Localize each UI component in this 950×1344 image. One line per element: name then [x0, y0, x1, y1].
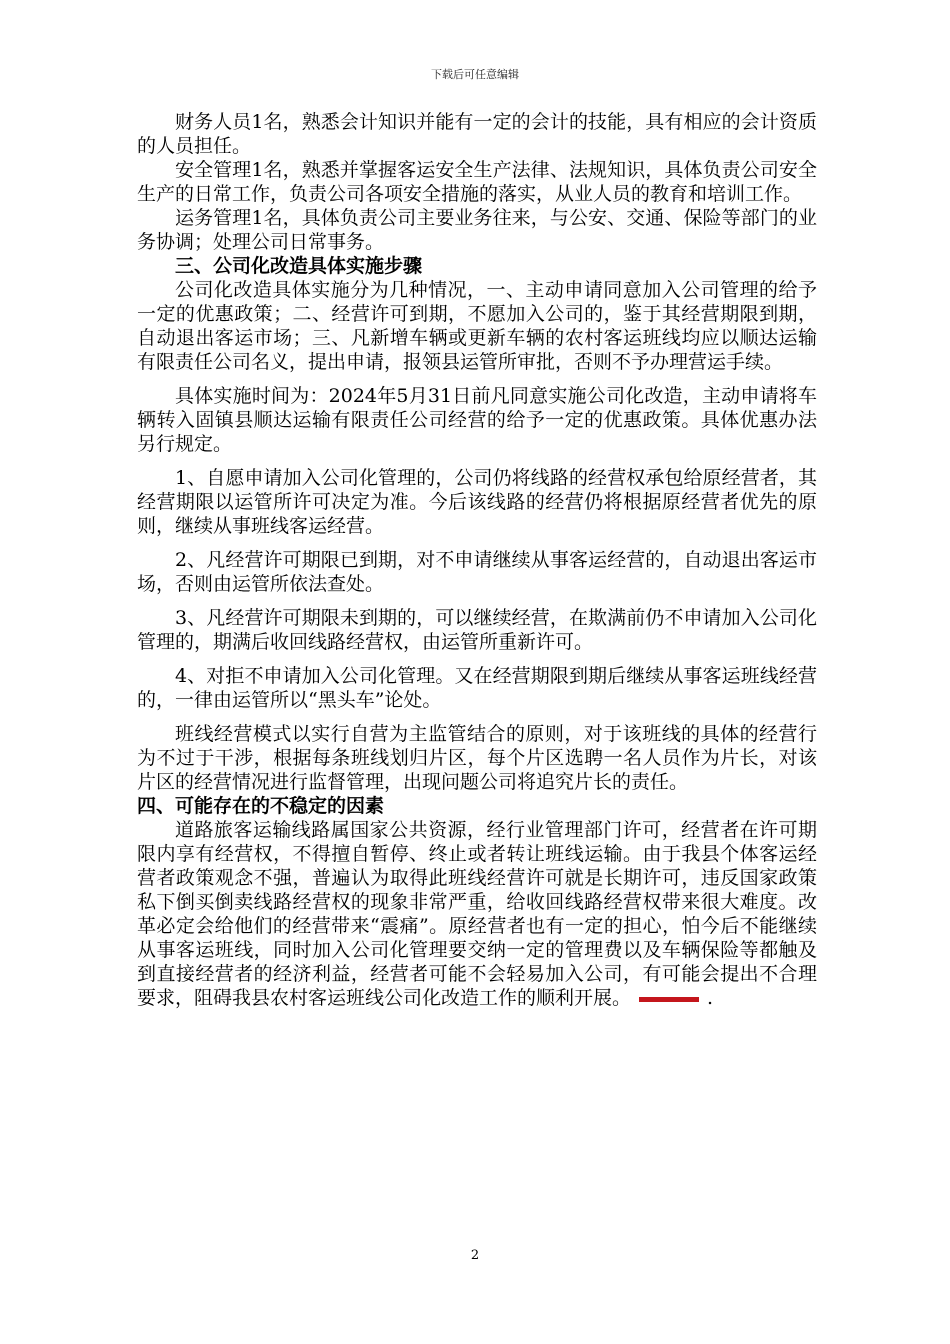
red-underline-mark	[639, 997, 699, 1002]
paragraph-item-4: 4、对拒不申请加入公司化管理。又在经营期限到期后继续从事客运班线经营的，一律由运管所以“黑头车”论处。	[137, 665, 817, 711]
section-heading-3: 三、公司化改造具体实施步骤	[175, 255, 423, 277]
section-heading-4: 四、可能存在的不稳定的因素	[137, 795, 385, 817]
paragraph-item-1: 1、自愿申请加入公司化管理的，公司仍将线路的经营权承包给原经营者，其经营期限以运管所许可决定为准。今后该线路的经营仍将根据原经营者优先的原则，继续从事班线客运经营。	[137, 467, 817, 537]
page-header: 下载后可任意编辑	[431, 68, 519, 81]
document-body	[137, 110, 817, 1010]
trailing-period: .	[707, 987, 714, 1009]
paragraph-instability-factors	[137, 818, 817, 1010]
paragraph-operations-management: 运务管理1名，具体负责公司主要业务往来，与公安、交通、保险等部门的业务协调；处理公司日常事务。	[137, 207, 817, 253]
page-number: 2	[470, 1248, 480, 1263]
paragraph-finance-staff: 财务人员1名，熟悉会计知识并能有一定的会计的技能，具有相应的会计资质的人员担任。	[137, 111, 817, 157]
paragraph-instability-text: 道路旅客运输线路属国家公共资源，经行业管理部门许可，经营者在许可期限内享有经营权，不得擅自暂停、终止或者转让班线运输。由于我县个体客运经营者政策观念不强，普遍认为取得此班线经营许可就是长期许可，违反国家政策私下倒买倒卖线路经营权的现象非常严重，给收回线路经营权带来很大难度。改革必定会给他们的经营带来“震痛”。原经营者也有一定的担心，怕今后不能继续从事客运班线，同时加入公司化管理要交纳一定的管理费以及车辆保险等都触及到直接经营者的经济利益，经营者可能不会轻易加入公司，有可能会提出不合理要求，阻碍我县农村客运班线公司化改造工作的顺利开展。	[137, 819, 817, 1009]
paragraph-implementation-overview: 公司化改造具体实施分为几种情况，一、主动申请同意加入公司管理的给予一定的优惠政策；二、经营许可到期，不愿加入公司的，鉴于其经营期限到期，自动退出客运市场；三、凡新增车辆或更新车辆的农村客运班线均应以顺达运输有限责任公司名义，提出申请，报领县运管所审批，否则不予办理营运手续。	[137, 279, 817, 373]
paragraph-operation-mode: 班线经营模式以实行自营为主监管结合的原则，对于该班线的具体的经营行为不过于干涉，根据每条班线划归片区，每个片区选聘一名人员作为片长，对该片区的经营情况进行监督管理，出现问题公司将追究片长的责任。	[137, 723, 817, 793]
paragraph-item-2: 2、凡经营许可期限已到期，对不申请继续从事客运经营的，自动退出客运市场，否则由运管所依法查处。	[137, 549, 817, 595]
paragraph-implementation-time: 具体实施时间为：2024年5月31日前凡同意实施公司化改造，主动申请将车辆转入固镇县顺达运输有限责任公司经营的给予一定的优惠政策。具体优惠办法另行规定。	[137, 385, 817, 455]
paragraph-safety-management: 安全管理1名，熟悉并掌握客运安全生产法律、法规知识，具体负责公司安全生产的日常工作，负责公司各项安全措施的落实，从业人员的教育和培训工作。	[137, 159, 817, 205]
paragraph-item-3: 3、凡经营许可期限未到期的，可以继续经营，在欺满前仍不申请加入公司化管理的，期满后收回线路经营权，由运管所重新许可。	[137, 607, 817, 653]
